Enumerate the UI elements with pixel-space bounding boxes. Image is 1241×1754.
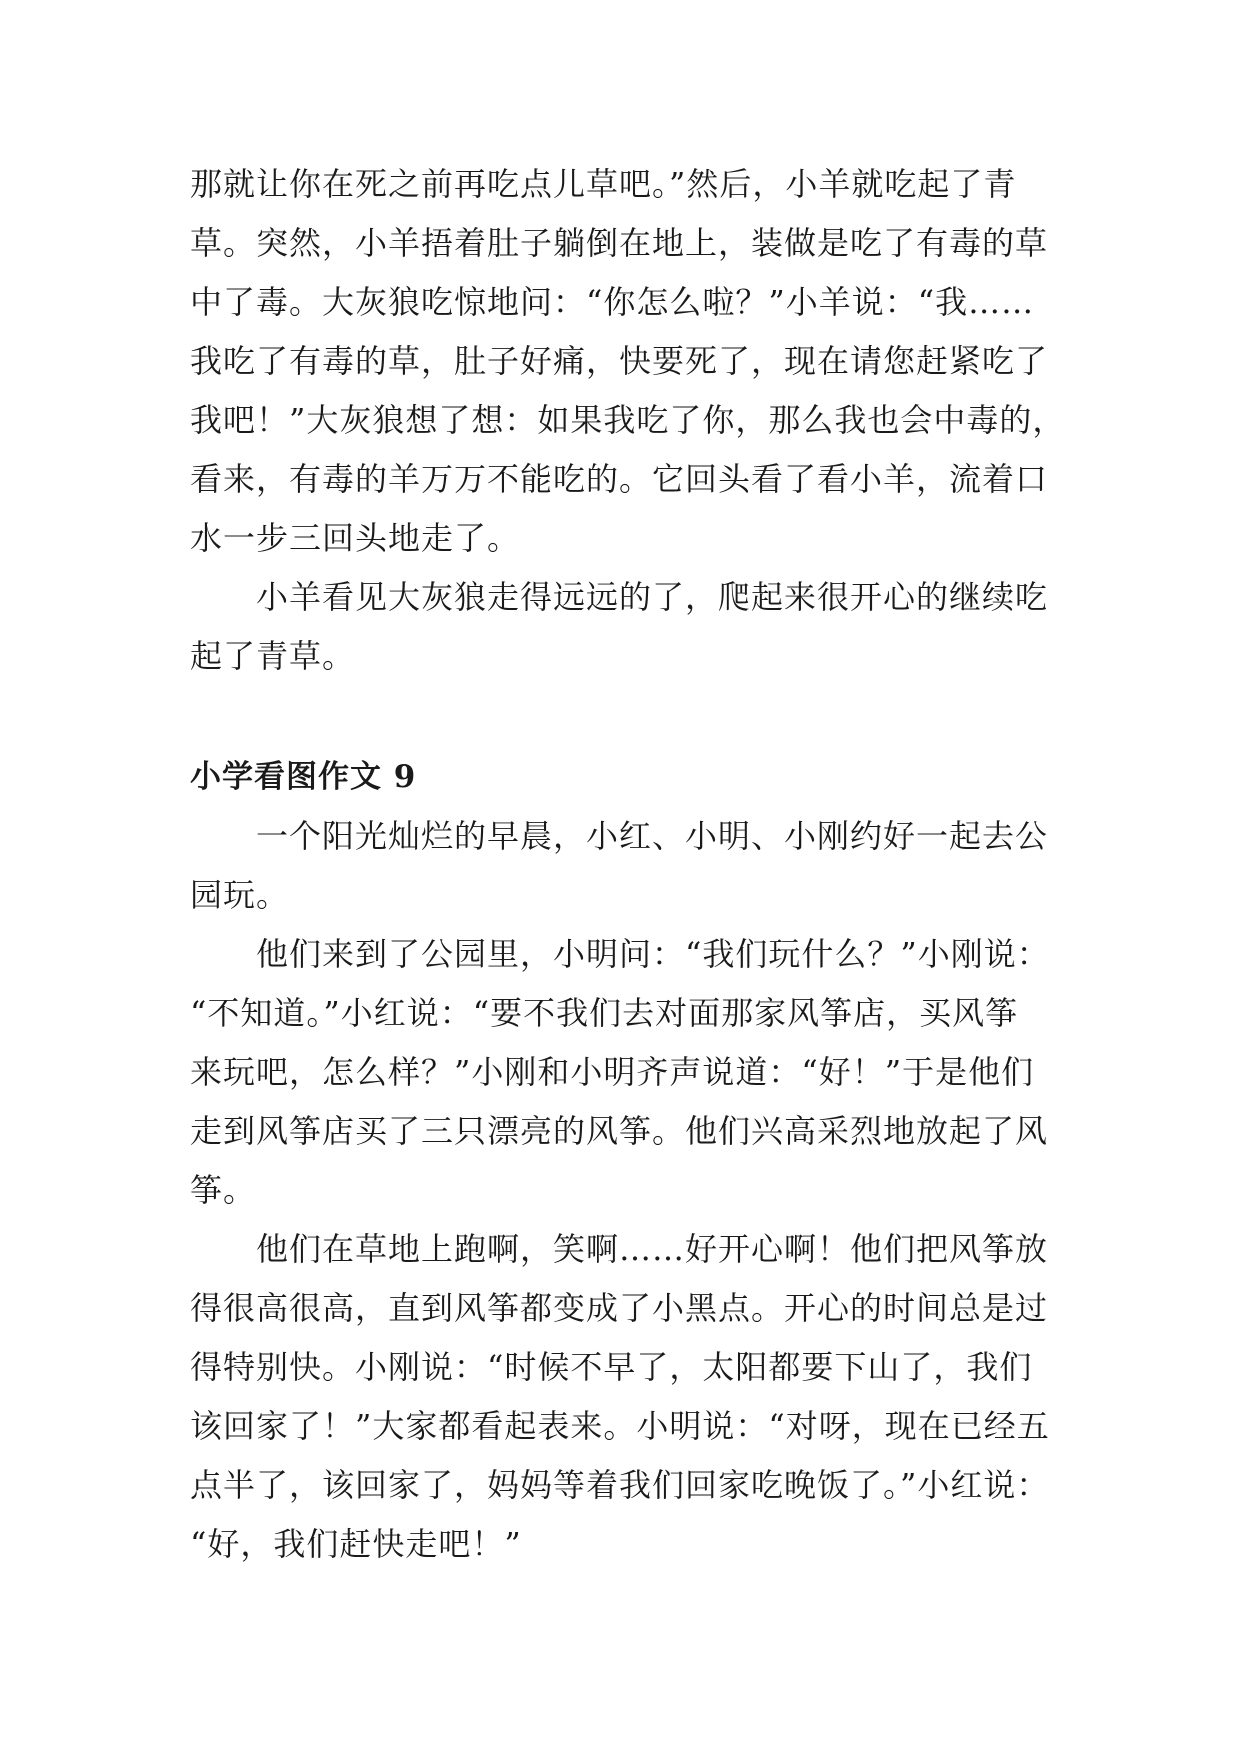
story-paragraph [190,155,1090,568]
text-line: “不知道。”小红说：“要不我们去对面那家风筝店，买风筝 [190,994,1019,1032]
essay-paragraph [190,925,1090,1220]
text-line: 水一步三回头地走了。 [190,519,521,557]
text-line: 得很高很高，直到风筝都变成了小黑点。开心的时间总是过 [190,1289,1049,1327]
text-line: 园玩。 [190,876,290,914]
text-line: 点半了，该回家了，妈妈等着我们回家吃晚饭了。”小红说： [190,1466,1050,1504]
text-line: 中了毒。大灰狼吃惊地问：“你怎么啦？”小羊说：“我…… [190,283,1035,321]
document-page [190,155,1090,1574]
essay-paragraph [190,807,1090,925]
text-line: 起了青草。 [190,637,356,675]
text-line: 一个阳光灿烂的早晨，小红、小明、小刚约好一起去公 [190,817,1049,855]
essay-paragraph [190,1220,1090,1574]
text-line: 小羊看见大灰狼走得远远的了，爬起来很开心的继续吃 [190,578,1049,616]
text-line: “好，我们赶快走吧！” [190,1525,522,1563]
text-line: 得特别快。小刚说：“时候不早了，太阳都要下山了，我们 [190,1348,1033,1386]
text-line: 走到风筝店买了三只漂亮的风筝。他们兴高采烈地放起了风 [190,1112,1049,1150]
section-spacer [190,686,1090,748]
text-line: 看来，有毒的羊万万不能吃的。它回头看了看小羊，流着口 [190,460,1049,498]
text-line: 那就让你在死之前再吃点儿草吧。”然后，小羊就吃起了青 [190,165,1017,203]
text-line: 草。突然，小羊捂着肚子躺倒在地上，装做是吃了有毒的草 [190,224,1049,262]
text-line: 我吧！”大灰狼想了想：如果我吃了你，那么我也会中毒的， [190,401,1066,439]
text-line: 他们来到了公园里，小明问：“我们玩什么？”小刚说： [190,935,1050,973]
text-line: 该回家了！”大家都看起表来。小明说：“对呀，现在已经五 [190,1407,1050,1445]
text-line: 来玩吧，怎么样？”小刚和小明齐声说道：“好！”于是他们 [190,1053,1035,1091]
text-line: 筝。 [190,1171,257,1209]
text-line: 他们在草地上跑啊，笑啊……好开心啊！他们把风筝放 [190,1230,1049,1268]
text-line: 我吃了有毒的草，肚子好痛，快要死了，现在请您赶紧吃了 [190,342,1049,380]
section-title: 小学看图作文 9 [190,759,417,795]
story-paragraph [190,568,1090,686]
